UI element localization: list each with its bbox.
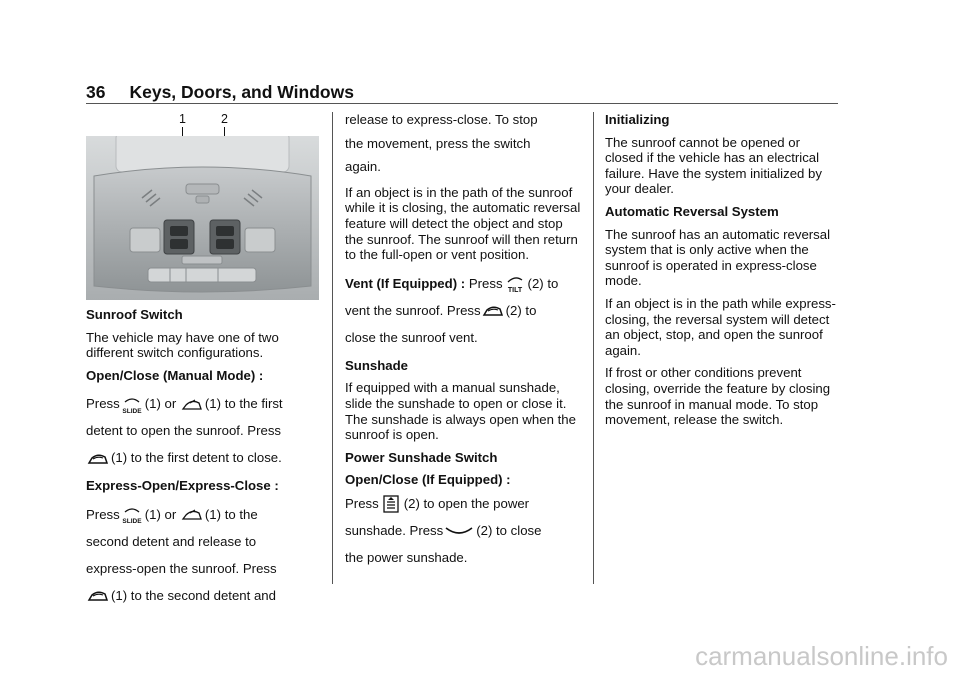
text-press: Press xyxy=(345,495,379,511)
express-line-2: second detent and release to xyxy=(86,533,257,549)
sunroof-open-icon xyxy=(181,394,203,416)
column-divider-1 xyxy=(332,112,333,584)
text-close-second: (1) to the second detent and xyxy=(111,587,276,603)
sunroof-console-illustration xyxy=(86,136,319,300)
power-sunshade-heading: Power Sunshade Switch xyxy=(345,449,498,465)
text-to-the: (1) to the xyxy=(204,506,258,522)
initializing-heading: Initializing xyxy=(605,112,670,127)
sunroof-open-icon xyxy=(181,504,203,526)
vent-heading: Vent (If Equipped) : xyxy=(345,275,466,291)
vent-line-3: close the sunroof vent. xyxy=(345,329,478,345)
text-close-first: (1) to the first detent to close. xyxy=(111,450,282,466)
column-3 xyxy=(605,112,841,435)
sunshade-paragraph: If equipped with a manual sunshade, slide the sunshade to open or close it. The sunshade is always open when the sunroof is open. xyxy=(345,380,576,443)
slide-icon xyxy=(121,394,143,416)
slide-icon xyxy=(121,504,143,526)
column-divider-2 xyxy=(593,112,594,584)
text-vent-sunroof: vent the sunroof. Press xyxy=(345,302,481,318)
auto-reversal-paragraph-1: The sunroof has an automatic reversal system that is only active when the sunroof is operated in express-close mode. xyxy=(605,226,831,289)
figure-caption: Sunroof Switch xyxy=(86,307,183,322)
express-line-1 xyxy=(86,501,322,528)
column-2 xyxy=(345,112,583,578)
text-to-first: (1) to the first xyxy=(204,396,283,412)
tilt-icon xyxy=(504,273,526,295)
column-1 xyxy=(86,307,322,616)
sunroof-close-icon xyxy=(87,585,109,607)
svg-text:TILT: TILT xyxy=(507,287,522,295)
power-open-close-heading: Open/Close (If Equipped) : xyxy=(345,472,511,488)
movement-line: the movement, press the switch xyxy=(345,135,531,151)
page-header xyxy=(86,82,354,103)
vent-line-2 xyxy=(345,297,583,324)
open-close-heading: Open/Close (Manual Mode) : xyxy=(86,367,264,383)
power-line-1 xyxy=(345,490,583,517)
vent-line-1 xyxy=(345,270,583,297)
page-number: 36 xyxy=(86,82,106,102)
intro-paragraph: The vehicle may have one of two different switch configurations. xyxy=(86,329,279,361)
text-2-to: (2) to xyxy=(527,275,559,291)
auto-reversal-heading: Automatic Reversal System xyxy=(605,203,779,219)
power-line-2 xyxy=(345,517,583,544)
object-paragraph: If an object is in the path of the sunroof while it is closing, the automatic reversal feature will detect the object and stop the sunroof. The sunroof will then return to the full-open or vent position. xyxy=(345,184,581,263)
sunshade-open-icon xyxy=(380,493,402,515)
open-close-line-2: detent to open the sunroof. Press xyxy=(86,423,282,439)
again-line: again. xyxy=(345,159,381,175)
section-title: Keys, Doors, and Windows xyxy=(129,82,354,102)
text-or: (1) or xyxy=(144,396,177,412)
sunroof-switch-image xyxy=(86,136,319,300)
text-close: (2) to close xyxy=(476,522,542,538)
release-line: release to express-close. To stop xyxy=(345,112,538,127)
svg-text:SLIDE: SLIDE xyxy=(122,518,142,526)
sunroof-close-icon xyxy=(87,448,109,470)
callout-1: 1 xyxy=(179,112,186,126)
text-or: (1) or xyxy=(144,506,177,522)
initializing-paragraph: The sunroof cannot be opened or closed if the vehicle has an electrical failure. Have the system initialized by your dealer. xyxy=(605,134,822,197)
callout-2: 2 xyxy=(221,112,228,126)
open-close-line-3 xyxy=(86,444,322,471)
header-rule xyxy=(86,103,838,104)
sunshade-heading: Sunshade xyxy=(345,357,409,373)
open-close-line-1 xyxy=(86,390,322,417)
sunshade-close-icon xyxy=(444,520,474,542)
text-2-to: (2) to xyxy=(505,302,537,318)
express-line-3: express-open the sunroof. Press xyxy=(86,560,277,576)
watermark: carmanualsonline.info xyxy=(695,641,948,671)
auto-reversal-paragraph-3: If frost or other conditions prevent closing, override the feature by closing the sunroof in manual mode. To stop movement, release the switch. xyxy=(605,365,831,428)
text-press: Press xyxy=(86,396,120,412)
power-line-3: the power sunshade. xyxy=(345,549,468,565)
text-press: Press xyxy=(468,275,503,291)
text-open-power: (2) to open the power xyxy=(403,495,530,511)
auto-reversal-paragraph-2: If an object is in the path while express- closing, the reversal system will detect an object, stop, and open the sunroof again. xyxy=(605,295,836,358)
svg-text:SLIDE: SLIDE xyxy=(122,407,142,415)
express-heading: Express-Open/Express-Close : xyxy=(86,478,279,494)
sunroof-close-icon xyxy=(482,300,504,322)
text-press: Press xyxy=(86,506,120,522)
text-sunshade-press: sunshade. Press xyxy=(345,522,444,538)
express-line-4 xyxy=(86,582,322,609)
